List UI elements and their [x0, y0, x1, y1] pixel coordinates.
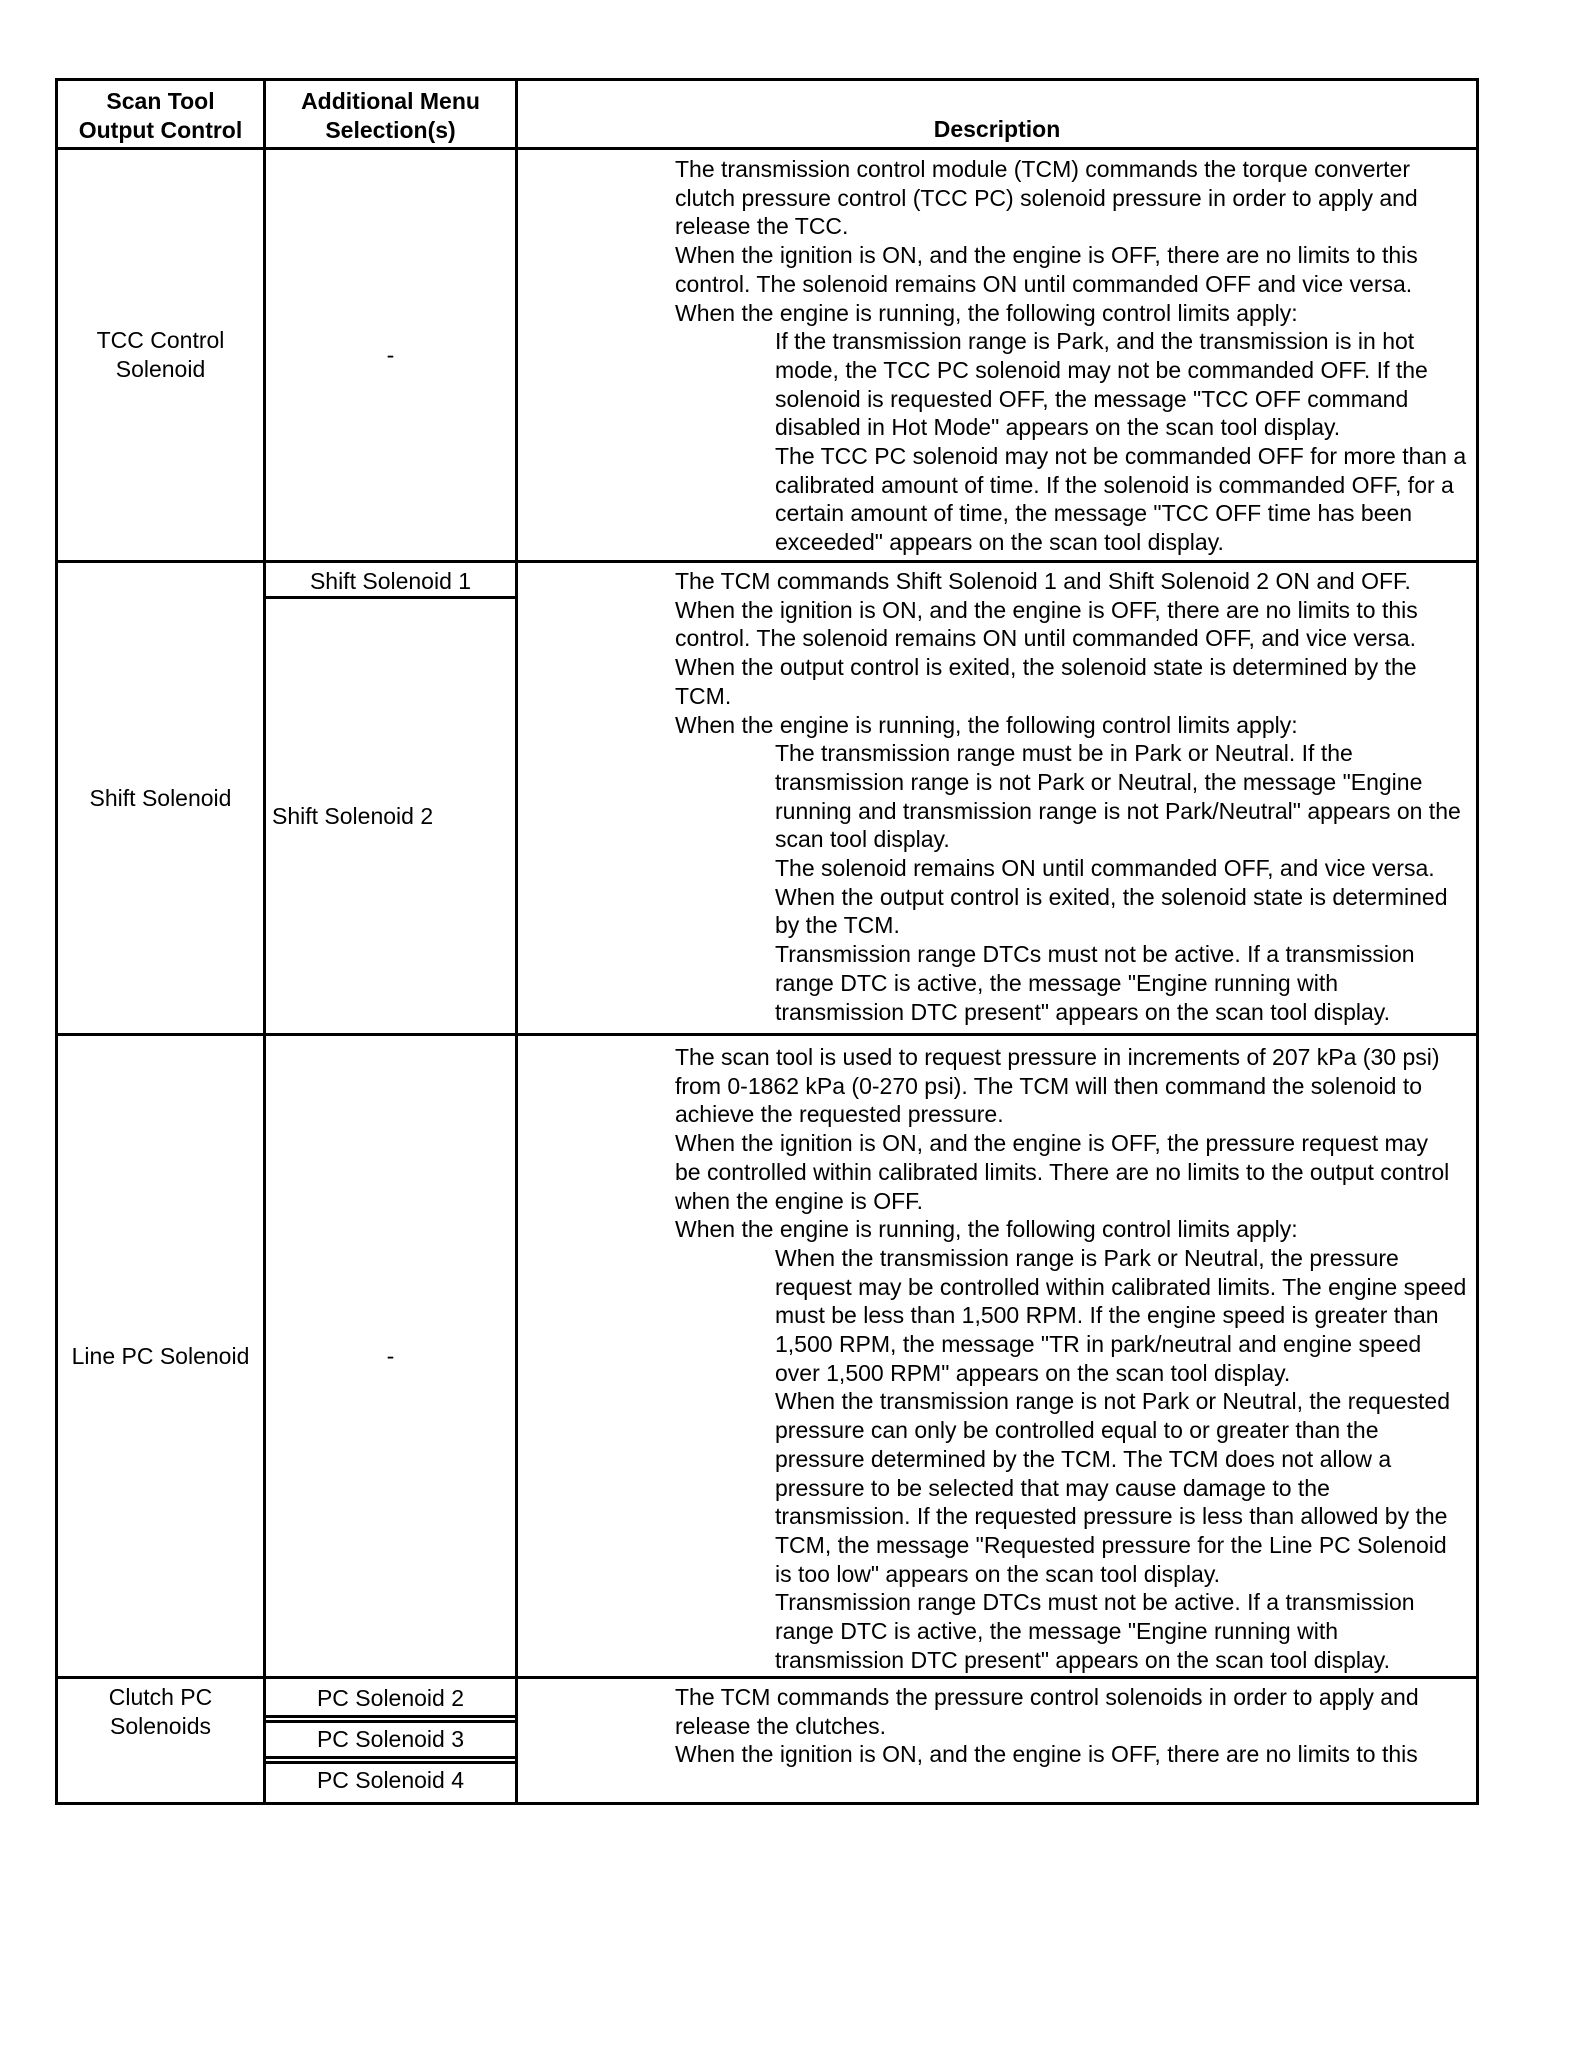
description-line: scan tool display.: [775, 826, 950, 853]
row-tcc-control-solenoid-description: [518, 155, 1476, 557]
selection-divider: [266, 1720, 515, 1723]
selection-divider: [266, 1756, 515, 1759]
description-line: When the output control is exited, the solenoid state is determined: [775, 883, 1448, 910]
description-line: transmission DTC present" appears on the scan tool display.: [775, 998, 1390, 1025]
description-line: calibrated amount of time. If the solenoid is commanded OFF, for a: [775, 471, 1454, 498]
description-line: release the TCC.: [675, 213, 849, 240]
description-line: transmission DTC present" appears on the scan tool display.: [775, 1646, 1390, 1673]
selection-pc-solenoid-4: PC Solenoid 4: [316, 1766, 465, 1793]
description-line: When the engine is running, the following control limits apply:: [675, 1216, 1298, 1243]
description-line: Transmission range DTCs must not be active. If a transmission: [775, 941, 1415, 968]
header-scan-tool-output-control: Scan Tool Output Control: [78, 88, 243, 143]
description-line: request may be controlled within calibrated limits. The engine speed: [775, 1273, 1467, 1300]
description-line: running and transmission range is not Park/Neutral" appears on the: [775, 797, 1461, 824]
description-line: is too low" appears on the scan tool display.: [775, 1560, 1220, 1587]
selection-divider: [266, 1761, 515, 1764]
row-clutch-pc-solenoids-description: [518, 1683, 1476, 1769]
description-line: transmission range is not Park or Neutral, the message "Engine: [775, 768, 1423, 795]
description-line: The scan tool is used to request pressure in increments of 207 kPa (30 psi): [675, 1044, 1440, 1070]
description-line: 1,500 RPM, the message "TR in park/neutral and engine speed: [775, 1331, 1422, 1358]
description-line: The transmission control module (TCM) commands the torque converter: [675, 156, 1411, 182]
description-line: when the engine is OFF.: [675, 1187, 924, 1214]
selection-pc-solenoid-2: PC Solenoid 2: [316, 1684, 465, 1711]
row-line-pc-solenoid-description: [518, 1043, 1476, 1674]
description-line: by the TCM.: [775, 912, 900, 939]
description-line: The TCC PC solenoid may not be commanded OFF for more than a: [775, 443, 1467, 470]
description-line: certain amount of time, the message "TCC OFF time has been: [775, 500, 1413, 527]
description-line: The TCM commands Shift Solenoid 1 and Shift Solenoid 2 ON and OFF.: [675, 568, 1411, 594]
header-additional-menu-selections: Additional Menu Selection(s): [301, 88, 480, 143]
description-line: When the ignition is ON, and the engine is OFF, there are no limits to this: [675, 242, 1418, 269]
description-line: solenoid is requested OFF, the message "TCC OFF command: [775, 385, 1409, 412]
header-description: Description: [933, 116, 1061, 142]
description-line: clutch pressure control (TCC PC) solenoid pressure in order to apply and: [675, 184, 1418, 211]
description-line: When the ignition is ON, and the engine is OFF, there are no limits to this: [675, 596, 1418, 623]
description-line: The transmission range must be in Park or Neutral. If the: [775, 740, 1353, 767]
selection-shift-solenoid-1: Shift Solenoid 1: [309, 567, 472, 594]
scan-tool-output-control-table: [55, 78, 1479, 1805]
description-line: release the clutches.: [675, 1712, 886, 1739]
description-line: range DTC is active, the message "Engine running with: [775, 1618, 1339, 1645]
row-tcc-control-solenoid-control: TCC Control Solenoid: [96, 327, 225, 382]
description-line: control. The solenoid remains ON until commanded OFF, and vice versa.: [675, 625, 1417, 652]
description-line: When the ignition is ON, and the engine is OFF, there are no limits to this: [675, 1741, 1418, 1768]
description-line: transmission. If the requested pressure is less than allowed by the: [775, 1503, 1448, 1530]
description-line: When the engine is running, the following control limits apply:: [675, 711, 1298, 738]
description-line: over 1,500 RPM" appears on the scan tool display.: [775, 1359, 1291, 1386]
description-line: range DTC is active, the message "Engine running with: [775, 969, 1339, 996]
description-line: The solenoid remains ON until commanded OFF, and vice versa.: [775, 855, 1435, 882]
row-shift-solenoid-control: Shift Solenoid: [89, 784, 232, 811]
row-divider: [58, 560, 1476, 563]
description-line: If the transmission range is Park, and the transmission is in hot: [775, 328, 1415, 355]
row-divider: [58, 1676, 1476, 1679]
description-line: When the transmission range is Park or Neutral, the pressure: [775, 1244, 1399, 1271]
description-line: pressure to be selected that may cause damage to the: [775, 1474, 1330, 1501]
description-line: When the output control is exited, the solenoid state is determined by the: [675, 654, 1417, 681]
description-line: exceeded" appears on the scan tool display.: [775, 529, 1224, 556]
selection-pc-solenoid-3: PC Solenoid 3: [316, 1725, 465, 1752]
description-line: achieve the requested pressure.: [675, 1101, 1004, 1128]
description-line: TCM, the message "Requested pressure for the Line PC Solenoid: [775, 1531, 1447, 1558]
description-line: be controlled within calibrated limits. There are no limits to the output control: [675, 1158, 1450, 1185]
row-line-pc-solenoid-control: Line PC Solenoid: [71, 1342, 250, 1369]
row-tcc-control-solenoid-selection: -: [386, 341, 395, 368]
description-line: disabled in Hot Mode" appears on the scan tool display.: [775, 414, 1341, 441]
row-shift-solenoid-description: [518, 567, 1476, 1026]
selection-shift-solenoid-2: Shift Solenoid 2: [272, 802, 434, 829]
description-line: The TCM commands the pressure control solenoids in order to apply and: [675, 1684, 1419, 1710]
description-line: TCM.: [675, 682, 732, 709]
description-line: mode, the TCC PC solenoid may not be commanded OFF. If the: [775, 356, 1428, 383]
row-clutch-pc-solenoids-control: Clutch PC Solenoids: [108, 1684, 213, 1739]
description-line: Transmission range DTCs must not be active. If a transmission: [775, 1589, 1415, 1616]
description-line: control. The solenoid remains ON until commanded OFF and vice versa.: [675, 270, 1413, 297]
description-line: pressure determined by the TCM. The TCM does not allow a: [775, 1445, 1392, 1472]
selection-divider: [266, 1715, 515, 1718]
description-line: must be less than 1,500 RPM. If the engine speed is greater than: [775, 1302, 1439, 1329]
description-line: When the engine is running, the following control limits apply:: [675, 299, 1298, 326]
description-line: pressure can only be controlled equal to or greater than the: [775, 1417, 1379, 1444]
description-line: When the transmission range is not Park or Neutral, the requested: [775, 1388, 1451, 1415]
description-line: from 0-1862 kPa (0-270 psi). The TCM will then command the solenoid to: [675, 1072, 1423, 1099]
row-line-pc-solenoid-selection: -: [386, 1342, 395, 1369]
description-line: When the ignition is ON, and the engine is OFF, the pressure request may: [675, 1130, 1428, 1157]
